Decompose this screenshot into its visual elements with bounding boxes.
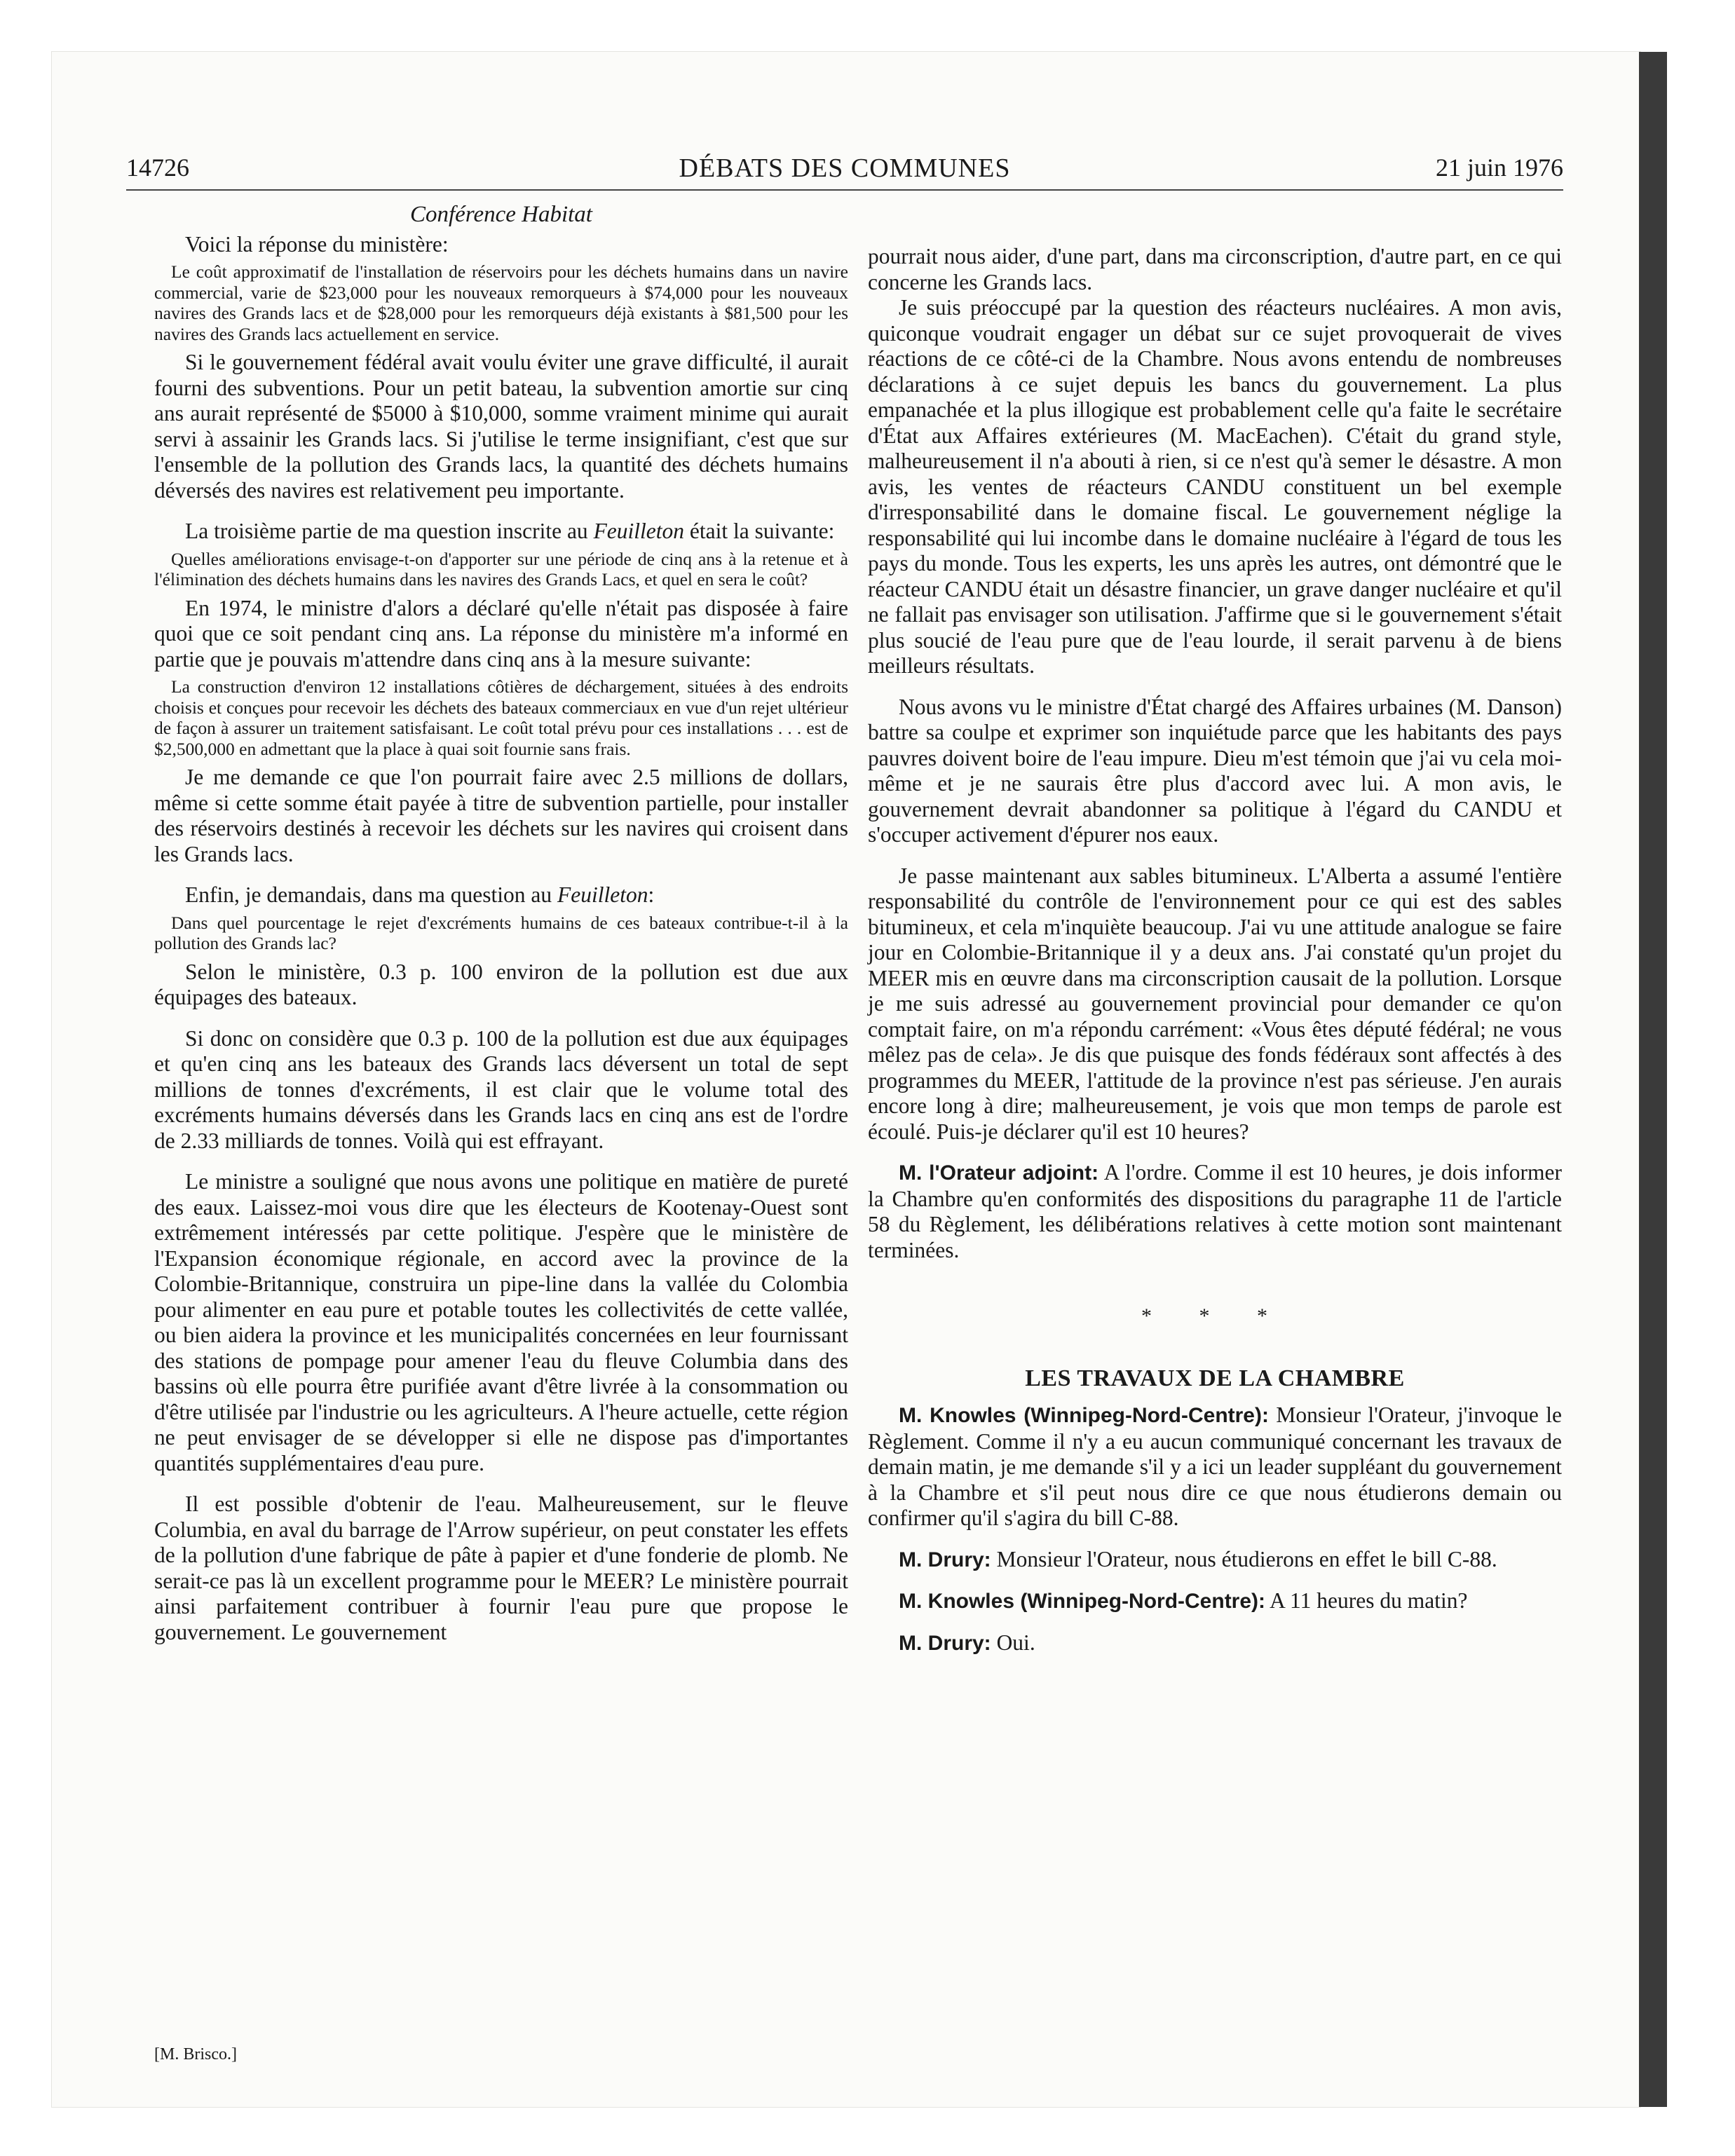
- quoted-answer: Le coût approximatif de l'installation de réservoirs pour les déchets humains dans un navire commercial, varie de $23,000 pour les nouveaux remorqueurs à $74,000 pour les nouveaux navires des Grands lacs et de $28,000 pour les remorqueurs déjà existants à $81,500 pour les navires des Grands lacs actuellement en service.: [154, 261, 848, 344]
- text-run: A 11 heures du matin?: [1265, 1588, 1468, 1613]
- speaker-name: M. l'Orateur adjoint:: [899, 1161, 1099, 1185]
- text-run: A l'ordre. Comme il est 10 heures, je dois informer la Chambre qu'en conformités des dispositions du paragraphe 11 de l'article 58 du Règlement, les délibérations relatives à cette motion sont maintenant terminées.: [868, 1160, 1562, 1262]
- paragraph: [868, 1160, 1562, 1263]
- paragraph: Selon le ministère, 0.3 p. 100 environ de la pollution est due aux équipages des bateaux.: [154, 959, 848, 1009]
- paragraph: Le ministre a souligné que nous avons une politique en matière de pureté des eaux. Laissez-moi vous dire que les électeurs de Kootenay-Ouest sont extrêmement intéressés par cette politique. J'espère que le ministère de l'Expansion économique régionale, en accord avec la province de la Colombie-Britannique, construira un pipe-line dans la vallée du Colombia pour alimenter en eau pure et potable toutes les collectivités de cette vallée, ou bien aidera la province et les municipalités concernées en leur fournissant des stations de pompage pour amener l'eau du fleuve Columbia dans des bassins où elle pourra être purifiée avant d'être livrée à la consommation ou d'être utilisée par l'industrie ou les agriculteurs. A l'heure actuelle, cette région ne peut envisager de se développer si elle ne dispose pas d'importantes quantités supplémentaires d'eau pure.: [154, 1169, 848, 1475]
- speaker-name: M. Drury:: [899, 1548, 991, 1571]
- paragraph: pourrait nous aider, d'une part, dans ma circonscription, d'autre part, en ce qui concerne les Grands lacs.: [868, 244, 1562, 294]
- paragraph: [868, 1403, 1562, 1531]
- scan-edge-shadow: [1639, 52, 1667, 2107]
- text-run: La troisième partie de ma question inscrite au: [185, 519, 594, 543]
- speaker-footnote: [M. Brisco.]: [154, 2045, 237, 2063]
- section-separator: * * *: [1141, 1304, 1288, 1328]
- paragraph: Si le gouvernement fédéral avait voulu éviter une grave difficulté, il aurait fourni des subventions. Pour un petit bateau, la subvention amortie sur cinq ans aurait représenté de $5000 à $10,000, somme vraiment minime qui aurait servi à assainir les Grands lacs. Si j'utilise le terme insignifiant, c'est que sur l'ensemble de la pollution des Grands lacs, la quantité des déchets humains déversés des navires est relativement peu importante.: [154, 350, 848, 503]
- page-number: 14726: [126, 153, 189, 182]
- speaker-name: M. Knowles (Winnipeg-Nord-Centre):: [899, 1404, 1269, 1427]
- left-column: [154, 202, 848, 1645]
- quoted-question: Dans quel pourcentage le rejet d'excréments humains de ces bateaux contribue-t-il à la pollution des Grands lac?: [154, 912, 848, 953]
- speaker-name: M. Drury:: [899, 1631, 991, 1655]
- speaker-name: M. Knowles (Winnipeg-Nord-Centre):: [899, 1590, 1266, 1613]
- text-run: Oui.: [991, 1630, 1035, 1655]
- italic-feuilleton: Feuilleton: [593, 519, 685, 543]
- paragraph: [154, 519, 848, 545]
- page-header: [126, 153, 1563, 191]
- italic-feuilleton: Feuilleton: [557, 882, 648, 907]
- paragraph: Je passe maintenant aux sables bitumineux. L'Alberta a assumé l'entière responsabilité du contrôle de l'environnement pour ce qui est des sables bitumineux, et cela m'inquiète beaucoup. J'ai vu une attitude analogue se faire jour en Colombie-Britannique il y a deux ans. J'ai constaté qu'un projet du MEER mis en œuvre dans ma circonscription causait de la pollution. Lorsque je me suis adressé au gouvernement provincial pour demander ce qu'on comptait faire, on m'a répondu carrément: «Vous êtes député fédéral; ne vous mêlez pas de cela». Je dis que puisque des fonds fédéraux sont affectés à des programmes du MEER, l'attitude de la province n'est pas sérieuse. J'en aurais encore long à dire; malheureusement, je vois que mon temps de parole est écoulé. Puis-je déclarer qu'il est 10 heures?: [868, 863, 1562, 1144]
- paragraph: Voici la réponse du ministère:: [185, 231, 449, 257]
- paragraph: En 1974, le ministre d'alors a déclaré qu'elle n'était pas disposée à faire quoi que ce soit pendant cinq ans. La réponse du ministère m'a informé en partie que je pouvais m'attendre dans cinq ans à la mesure suivante:: [154, 595, 848, 671]
- quoted-question: Quelles améliorations envisage-t-on d'apporter sur une période de cinq ans à la retenue et à l'élimination des déchets humains dans les navires des Grands Lacs, et quel en sera le coût?: [154, 548, 848, 589]
- paragraph: Si donc on considère que 0.3 p. 100 de la pollution est due aux équipages et qu'en cinq ans les bateaux des Grands lacs déversent un total de sept millions de tonnes d'excréments, il est clair que le volume total des excréments humains déversés dans les Grands lacs en cinq ans est de l'ordre de 2.33 milliards de tonnes. Voilà qui est effrayant.: [154, 1025, 848, 1153]
- quoted-answer: La construction d'environ 12 installations côtières de déchargement, situées à des endroits choisis et conçues pour recevoir les déchets des bateaux commerciaux en vue d'un rejet ultérieur de façon à assurer un traitement satisfaisant. Le coût total prévu pour ces installations . . . est de $2,500,000 en admettant que la place à quai soit fournie sans frais.: [154, 676, 848, 759]
- paragraph: Je suis préoccupé par la question des réacteurs nucléaires. A mon avis, quiconque voudrait engager un débat sur ce sujet provoquerait de vives réactions de ce côté-ci de la Chambre. Nous avons entendu de nombreuses déclarations à ce sujet depuis les bancs du gouvernement. La plus empanachée et la plus illogique est probablement celle qu'a faite le secrétaire d'État aux Affaires extérieures (M. MacEachen). C'était du grand style, malheureusement il n'a abouti à rien, si ce n'est qu'à semer le désastre. A mon avis, les ventes de réacteurs CANDU constituent un bel exemple d'irresponsabilité dans le domaine fiscal. Le gouvernement néglige la responsabilité qui lui incombe dans le domaine nucléaire à l'égard de tous les pays du monde. Tous les experts, les uns après les autres, ont démontré que le réacteur CANDU était un désastre financier, un grave danger nucléaire et qu'il ne fallait pas envisager son utilisation. J'affirme que si le gouvernement s'était plus soucié de l'eau pure que de l'eau lourde, il serait parvenu à de biens meilleurs résultats.: [868, 295, 1562, 678]
- paragraph: [868, 1588, 1562, 1615]
- right-column: [868, 244, 1562, 1656]
- paragraph: [868, 1630, 1562, 1657]
- paragraph: Il est possible d'obtenir de l'eau. Malheureusement, sur le fleuve Columbia, en aval du barrage de l'Arrow supérieur, on peut constater les effets de la pollution d'une fabrique de pâte à papier et d'une fonderie de plomb. Ne serait-ce pas là un excellent programme pour le MEER? Le ministère pourrait ainsi parfaitement contribuer à fournir l'eau pure que propose le gouvernement. Le gouvernement: [154, 1492, 848, 1644]
- subhead-conference-habitat: Conférence Habitat: [410, 202, 592, 227]
- paragraph: Je me demande ce que l'on pourrait faire avec 2.5 millions de dollars, même si cette somme était payée à titre de subvention partielle, pour installer des réservoirs destinés à recevoir les déchets sur les navires qui croisent dans les Grands lacs.: [154, 765, 848, 866]
- text-run: Enfin, je demandais, dans ma question au: [185, 882, 557, 907]
- text-run: :: [648, 882, 655, 907]
- paragraph: [154, 882, 848, 908]
- text-run: était la suivante:: [684, 519, 835, 543]
- publication-title: DÉBATS DES COMMUNES: [679, 153, 1011, 183]
- paragraph: Nous avons vu le ministre d'État chargé des Affaires urbaines (M. Danson) battre sa coulpe et exprimer son inquiétude parce que les habitants des pays pauvres doivent boire de l'eau impure. Dieu m'est témoin que j'ai vu cela moi-même et je ne saurais être plus d'accord avec lui. A mon avis, le gouvernement devrait abandonner sa politique à l'égard du CANDU et s'occuper activement d'épurer nos eaux.: [868, 694, 1562, 847]
- paragraph: [868, 1547, 1562, 1574]
- section-title: LES TRAVAUX DE LA CHAMBRE: [1025, 1365, 1405, 1391]
- text-run: Monsieur l'Orateur, nous étudierons en effet le bill C-88.: [991, 1546, 1497, 1571]
- text-run: Monsieur l'Orateur, j'invoque le Règlement. Comme il n'y a eu aucun communiqué concernant les travaux de demain matin, je me demande s'il y a ici un leader suppléant du gouvernement à la Chambre et s'il peut nous dire ce que nous étudierons demain ou confirmer qu'il s'agira du bill C-88.: [868, 1403, 1562, 1530]
- page-date: 21 juin 1976: [1435, 153, 1563, 182]
